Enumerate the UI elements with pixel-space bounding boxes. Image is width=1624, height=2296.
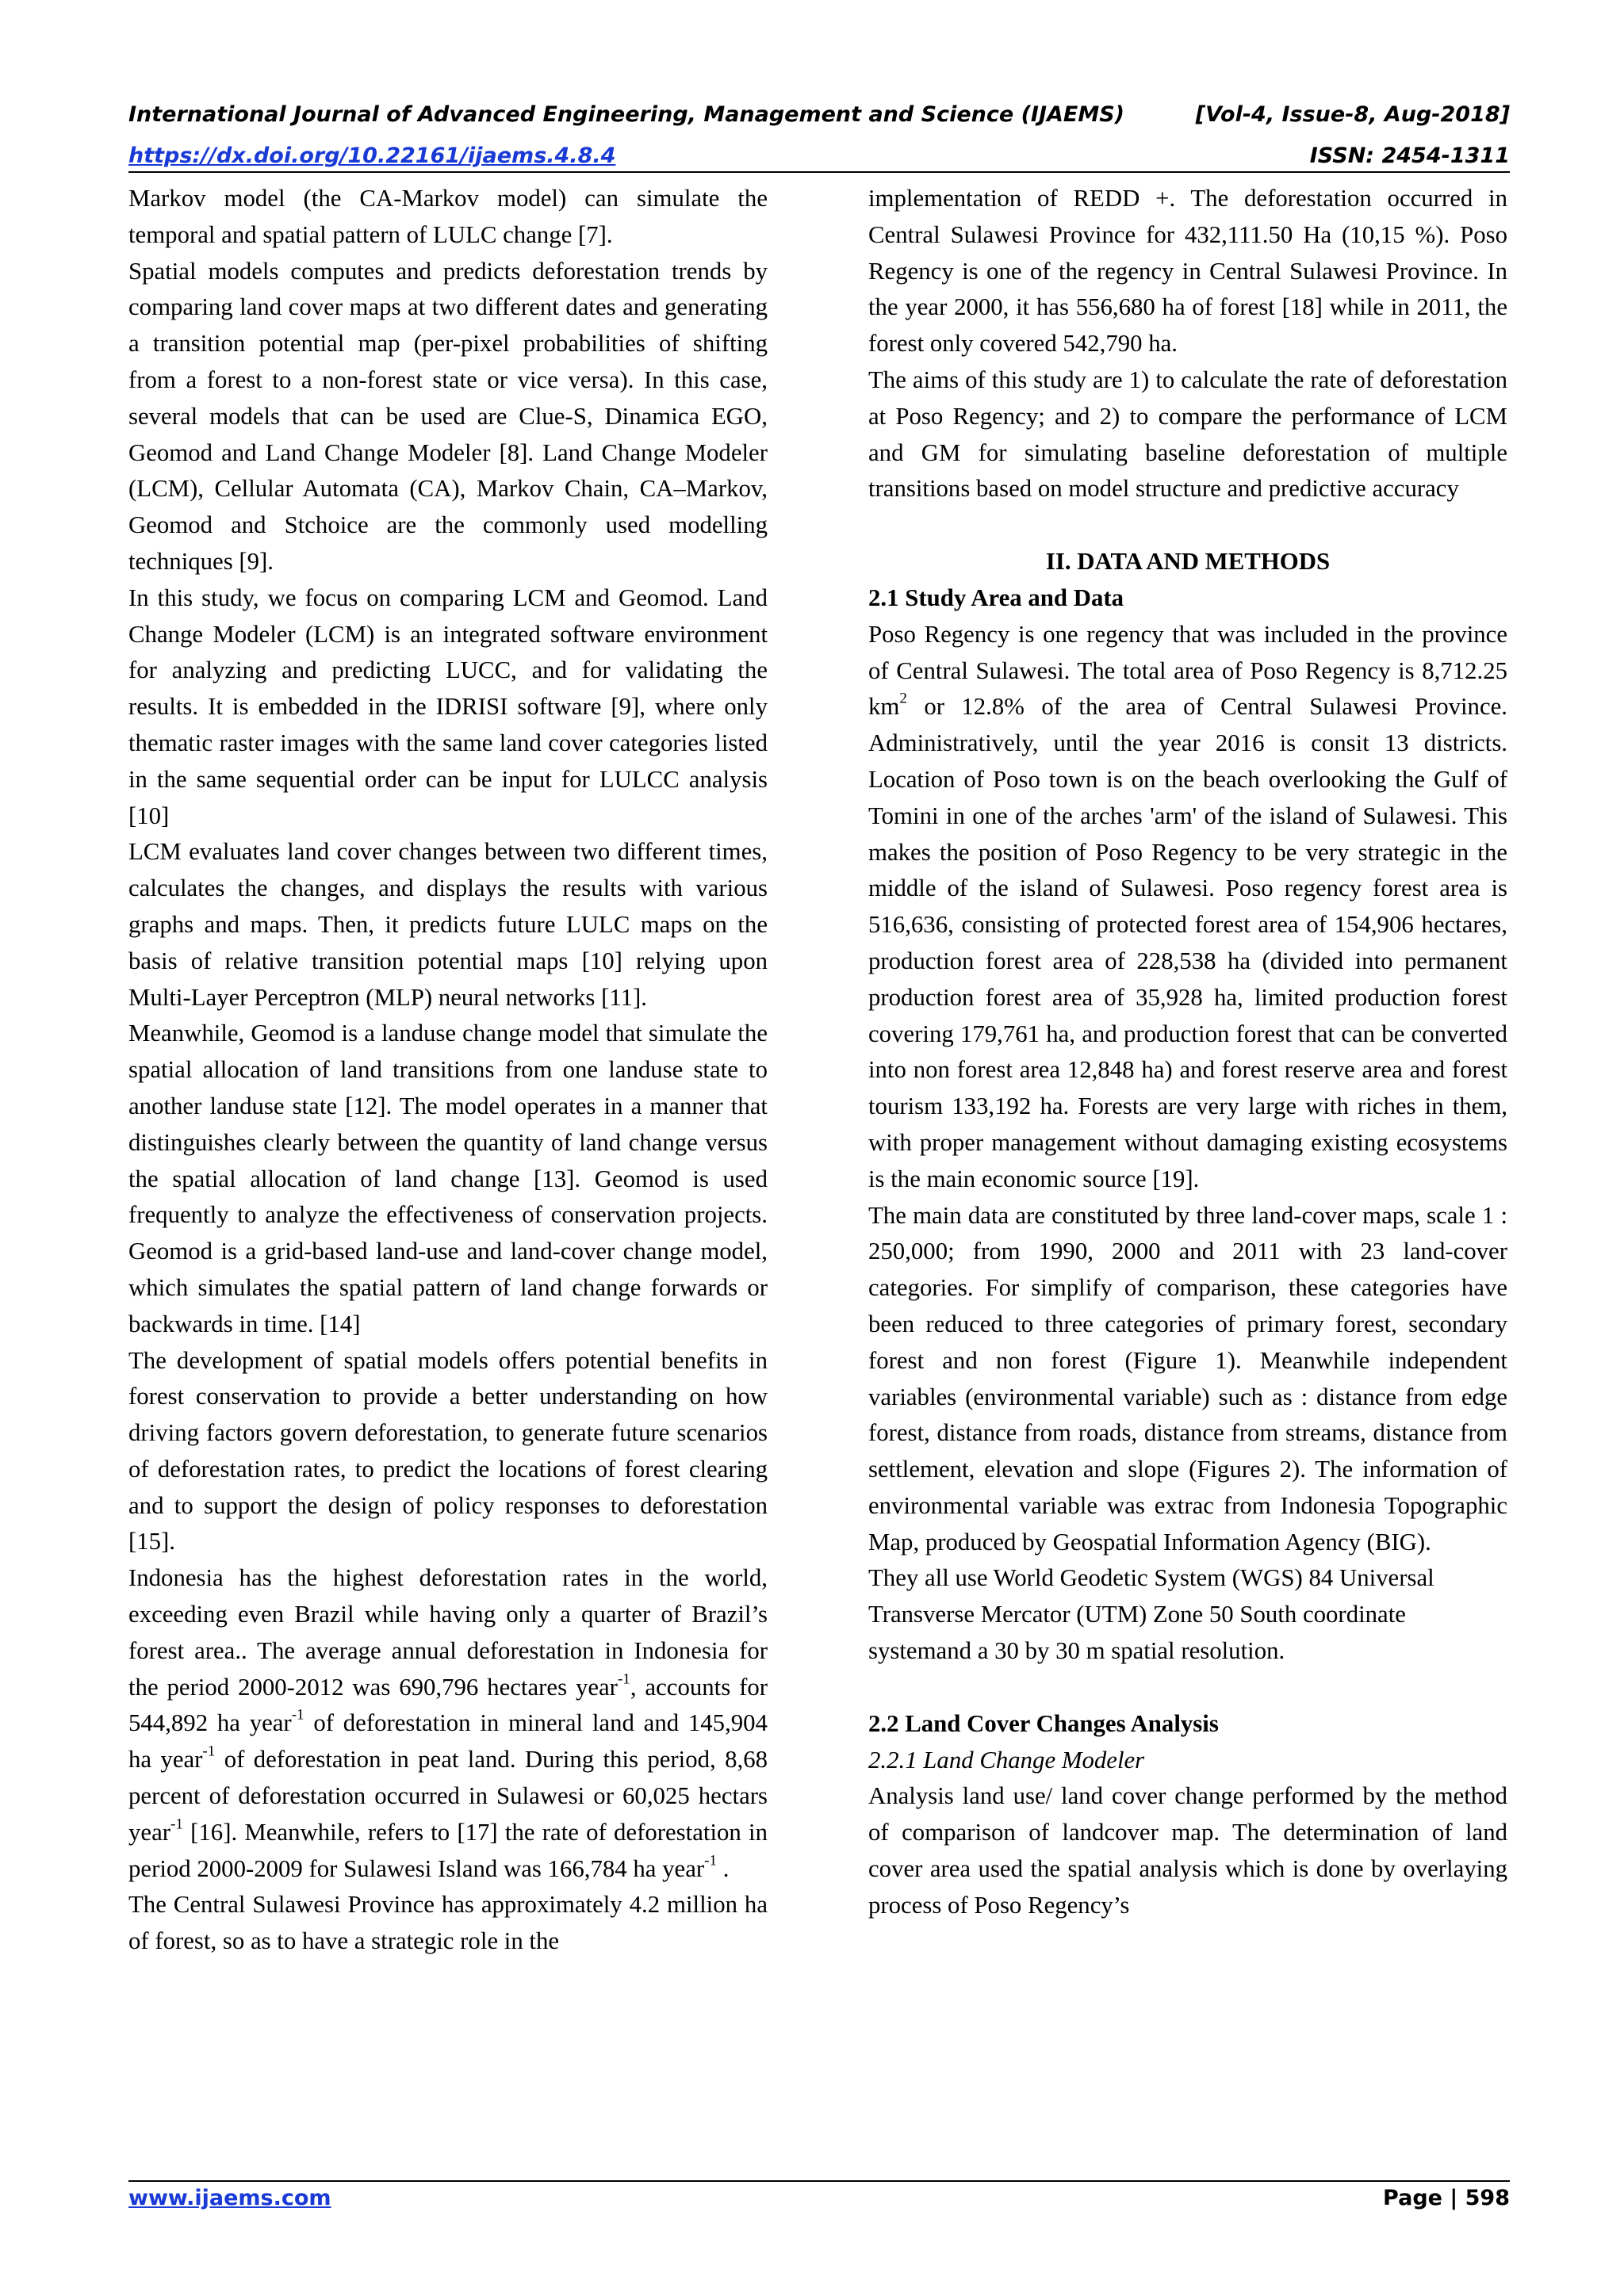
paragraph: In this study, we focus on comparing LCM and Geomod. Land Change Modeler (LCM) is an integrated software environment for analyzing and predicting LUCC, and for validating the results. It is embedded in the IDRISI software [9], where only thematic raster images with the same land cover categories listed in the same sequential order can be input for LULCC analysis [10] [128,584,768,829]
paragraph: Analysis land use/ land cover change performed by the method of comparison of landcover map. The determination of land cover area used the spatial analysis which is done by overlaying process of Poso Regency’s [868,1782,1507,1919]
paragraph: implementation of REDD +. The deforestation occurred in Central Sulawesi Province for 432,111.50 Ha (10,15 %). Poso Regency is one of the regency in Central Sulawesi Province. In the year 2000, it has 556,680 ha of forest [18] while in 2011, the forest only covered 542,790 ha. [868,185,1507,358]
text: Poso Regency is one regency that was included in the province of Central Sulawesi. The total area of Poso Regency is 8,712.25 km [868,620,1507,721]
paragraph: Markov model (the CA-Markov model) can simulate the temporal and spatial pattern of LULC change [7]. [128,185,768,248]
spacer [868,1670,1507,1706]
paragraph: The development of spatial models offers potential benefits in forest conservation to provide a better understanding on how driving factors govern deforestation, to generate future scenarios of deforestation rates, to predict the locations of forest clearing and to support the design of policy responses to deforestation [15]. [128,1346,768,1556]
superscript: -1 [291,1707,304,1724]
website-link[interactable]: www.ijaems.com [128,2185,331,2210]
journal-title: International Journal of Advanced Engineering, Management and Science (IJAEMS) [128,101,1125,127]
superscript: -1 [202,1743,216,1760]
paragraph: The aims of this study are 1) to calculate the rate of deforestation at Poso Regency; and 2) to compare the performance of LCM and GM for simulating baseline deforestation of multiple transitions based on model structure and predictive accuracy [868,365,1507,503]
paragraph: LCM evaluates land cover changes between two different times, calculates the changes, and displays the results with various graphs and maps. Then, it predicts future LULC maps on the basis of relative transition potential maps [10] relying upon Multi-Layer Perceptron (MLP) neural networks [11]. [128,838,768,1011]
text: . [717,1854,730,1882]
superscript: -1 [617,1670,630,1688]
superscript: 2 [899,691,907,708]
paragraph: The Central Sulawesi Province has approximately 4.2 million ha of forest, so as to have a strategic role in the [128,1891,768,1955]
running-header [128,98,1510,130]
subsection-heading: 2.1 Study Area and Data [868,584,1124,611]
subsection-heading: 2.2 Land Cover Changes Analysis [868,1709,1219,1737]
page-number: Page | 598 [1383,2185,1510,2210]
text: of deforestation in mineral land and 145,904 ha year [128,1709,768,1774]
subsubsection-heading: 2.2.1 Land Change Modeler [868,1746,1145,1774]
paragraph-study-area [868,617,1507,1198]
issn: ISSN: 2454-1311 [1309,143,1510,168]
superscript: -1 [170,1816,183,1833]
text: or 12.8% of the area of Central Sulawesi Province. Administratively, until the year 2016 is consit 13 districts. Location of Poso town is on the beach overlooking the Gulf of Tomini in one of the arches 'arm' of the island of Sulawesi. This makes the position of Poso Regency to be very strategic in the middle of the island of Sulawesi. Poso regency forest area is 516,636, consisting of protected forest area of 154,906 hectares, production forest area of 228,538 ha (divided into permanent production forest area of 35,928 ha, limited production forest covering 179,761 ha, and production forest that can be converted into non forest area 12,848 ha) and forest reserve area and forest tourism 133,192 ha. Forests are very large with riches in them, with proper management without damaging existing ecosystems is the main economic source [19]. [868,693,1507,1192]
paragraph: The main data are constituted by three land-cover maps, scale 1 : 250,000; from 1990, 2000 and 2011 with 23 land-cover categories. For simplify of comparison, these categories have been reduced to three categories of primary forest, secondary forest and non forest (Figure 1). Meanwhile independent variables (environmental variable) such as : distance from edge forest, distance from roads, distance from streams, distance from settlement, elevation and slope (Figures 2). The information of environmental variable was extrac from Indonesia Topographic Map, produced by Geospatial Information Agency (BIG). [868,1201,1507,1556]
paragraph: Spatial models computes and predicts deforestation trends by comparing land cover maps at two different dates and generating a transition potential map (per-pixel probabilities of shifting from a forest to a non-forest state or vice versa). In this case, several models that can be used are Clue-S, Dinamica EGO, Geomod and Land Change Modeler [8]. Land Change Modeler (LCM), Cellular Automata (CA), Markov Chain, CA–Markov, Geomod and Stchoice are the commonly used modelling techniques [9]. [128,257,768,575]
running-footer [128,2180,1510,2214]
doi-link[interactable]: https://dx.doi.org/10.22161/ijaems.4.8.4 [128,143,616,168]
left-column [128,181,768,1960]
text: Indonesia has the highest deforestation rates in the world, exceeding even Brazil while having only a quarter of Brazil’s forest area.. The average annual deforestation in Indonesia for the period 2000-2012 was 690,796 hectares year [128,1564,768,1701]
superscript: -1 [704,1852,718,1869]
paragraph: Meanwhile, Geomod is a landuse change model that simulate the spatial allocation of land transitions from one landuse state to another landuse state [12]. The model operates in a manner that distinguishes clearly between the quantity of land change versus the spatial allocation of land change [13]. Geomod is used frequently to analyze the effectiveness of conservation projects. Geomod is a grid-based land-use and land-cover change model, which simulates the spatial pattern of land change forwards or backwards in time. [14] [128,1020,768,1337]
running-header-line2 [128,140,1510,173]
text: , accounts for 544,892 ha year [128,1673,768,1737]
text: of deforestation in peat land. During this period, 8,68 percent of deforestation occurred in Sulawesi or 60,025 hectars year [128,1746,768,1846]
paragraph: They all use World Geodetic System (WGS) 84 Universal Transverse Mercator (UTM) Zone 50 South coordinate systemand a 30 by 30 m spatial resolution. [868,1564,1434,1665]
section-heading: II. DATA AND METHODS [1045,548,1331,576]
text: [16]. Meanwhile, refers to [17] the rate of deforestation in period 2000-2009 for Sulawesi Island was 166,784 ha year [128,1818,768,1882]
paragraph-deforestation-rates [128,1560,768,1887]
right-column [868,181,1507,1924]
volume-issue: [Vol-4, Issue-8, Aug-2018] [1195,101,1510,127]
